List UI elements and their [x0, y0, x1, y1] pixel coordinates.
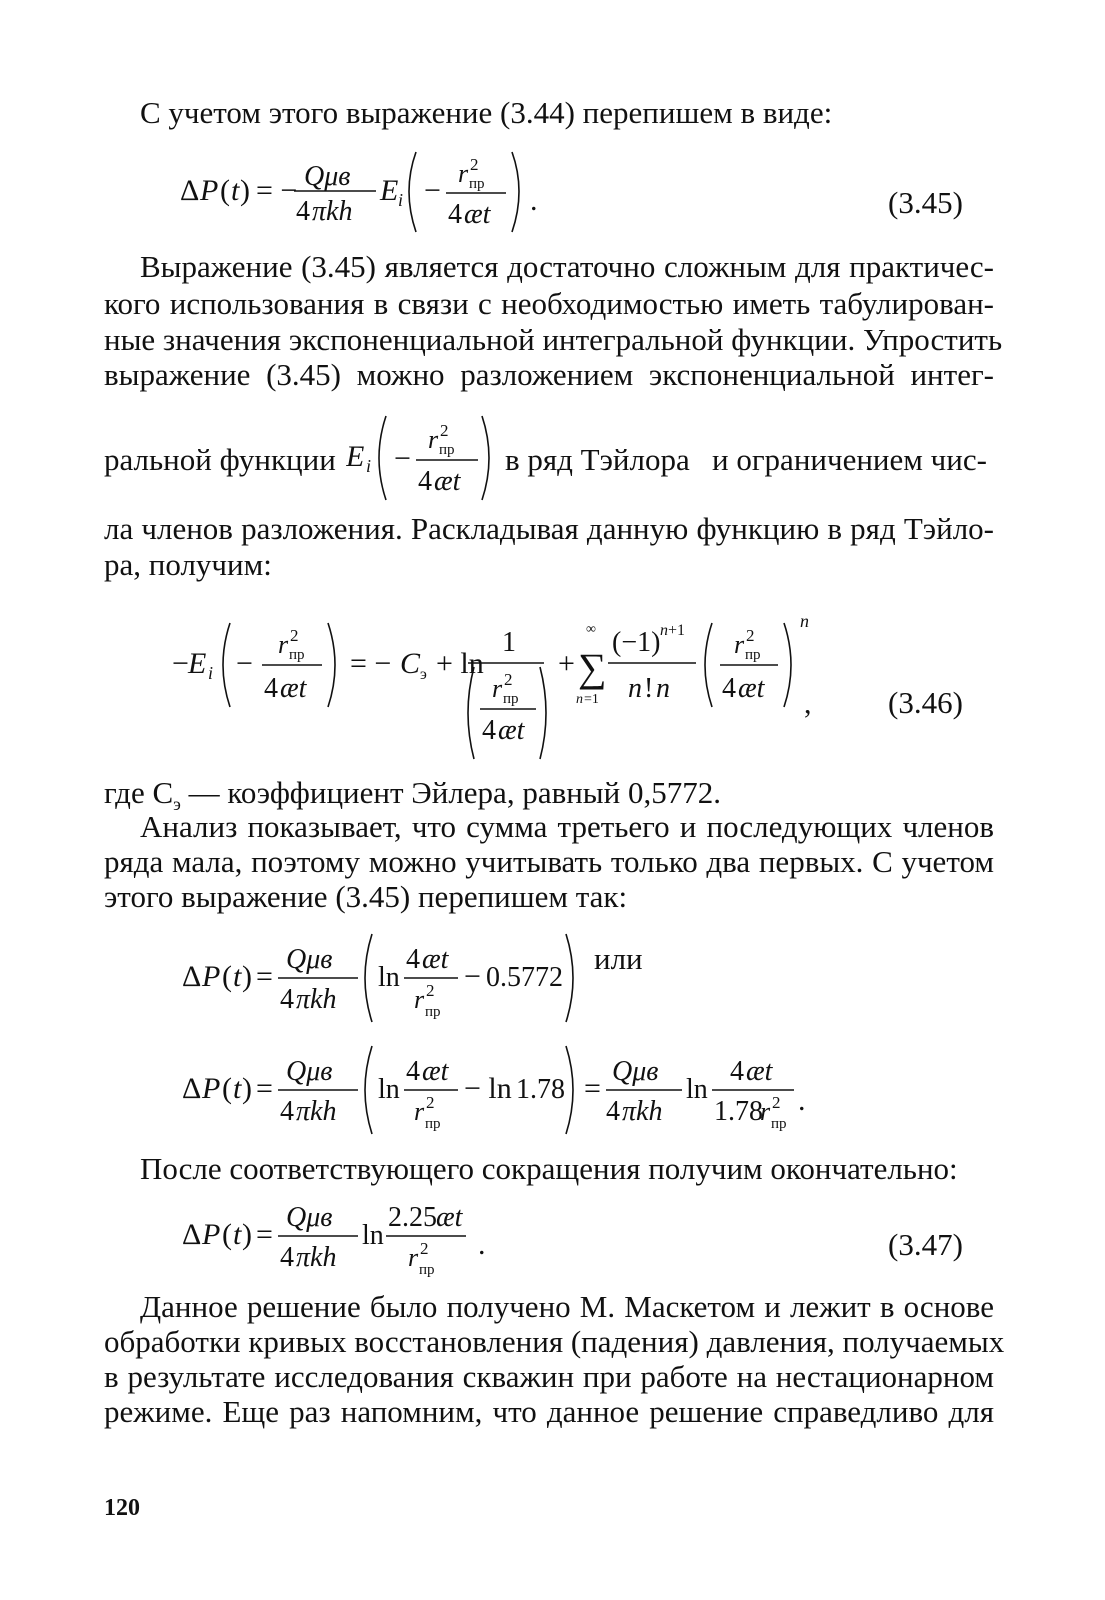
svg-text:æt: æt [436, 1202, 463, 1233]
svg-text:.: . [798, 1084, 806, 1117]
svg-text:Qμв: Qμв [612, 1056, 659, 1087]
svg-text:4: 4 [448, 199, 462, 230]
svg-text:− ln: − ln [464, 1072, 512, 1105]
svg-text:(: ( [220, 174, 230, 207]
svg-text:=1: =1 [584, 692, 599, 707]
svg-text:−: − [464, 960, 481, 993]
text-line: Выражение (3.45) является достаточно сложным для практичес- [140, 249, 994, 284]
svg-text:пр: пр [439, 442, 455, 458]
svg-text:r: r [408, 1243, 419, 1272]
svg-text:2: 2 [426, 981, 435, 1000]
svg-text:2: 2 [772, 1093, 781, 1112]
svg-text:P: P [202, 960, 221, 993]
svg-text:ln: ln [378, 1074, 400, 1105]
page-number: 120 [104, 1495, 140, 1521]
svg-text:E: E [188, 647, 207, 680]
svg-text:пр: пр [419, 1262, 435, 1278]
svg-text:.: . [530, 184, 538, 217]
svg-text:æt: æt [422, 944, 449, 975]
svg-text:пр: пр [503, 691, 519, 707]
svg-text:r: r [492, 674, 503, 703]
svg-text:πkh: πkh [622, 1096, 663, 1127]
svg-text:t: t [233, 1072, 242, 1105]
svg-text:i: i [208, 663, 214, 683]
svg-text:пр: пр [745, 647, 761, 663]
svg-text:пр: пр [469, 176, 485, 192]
constant: 0.5772 [486, 962, 563, 993]
text-line: ряда мала, поэтому можно учитывать только два первых. С учетом [104, 844, 994, 879]
svg-text:n: n [576, 692, 583, 707]
svg-text:r: r [458, 159, 469, 188]
svg-text:πkh: πkh [296, 984, 337, 1015]
svg-text:4: 4 [280, 984, 294, 1015]
svg-text:C: C [400, 647, 421, 680]
svg-text:n: n [800, 611, 809, 631]
svg-text:ln: ln [362, 1220, 384, 1251]
svg-text:i: i [366, 456, 372, 476]
svg-text:=: = [256, 1218, 273, 1251]
equation-3-45 [180, 140, 600, 240]
svg-text:4: 4 [280, 1242, 294, 1273]
svg-text:= −: = − [350, 647, 392, 680]
svg-text:πkh: πkh [296, 1096, 337, 1127]
svg-text:Qμв: Qμв [286, 1056, 333, 1087]
text-span: — коэффициент Эйлера, равный 0,5772. [180, 775, 721, 810]
equation-3-47 [182, 1192, 522, 1282]
equation-intermediate-2 [182, 1040, 822, 1140]
svg-text:t: t [233, 960, 242, 993]
svg-text:пр: пр [289, 647, 305, 663]
svg-text:.: . [478, 1228, 486, 1261]
constant: 2.25 [388, 1202, 437, 1233]
equation-number: (3.46) [888, 685, 963, 720]
svg-text:t: t [231, 174, 240, 207]
svg-text:Qμв: Qμв [286, 944, 333, 975]
svg-text:=: = [584, 1072, 601, 1105]
text-line: обработки кривых восстановления (падения) давления, получаемых [104, 1324, 1005, 1359]
svg-text:4: 4 [406, 944, 420, 975]
svg-text:,: , [804, 687, 812, 720]
svg-text:2: 2 [440, 421, 449, 440]
svg-text:1: 1 [502, 627, 516, 658]
svg-text:æt: æt [280, 673, 307, 704]
svg-text:r: r [428, 425, 439, 454]
svg-text:4: 4 [296, 196, 310, 227]
svg-text:i: i [398, 190, 404, 210]
text-line: Анализ показывает, что сумма третьего и последующих членов [140, 809, 994, 844]
svg-text:4: 4 [406, 1056, 420, 1087]
constant: 1.78 [714, 1096, 763, 1127]
svg-text:æt: æt [738, 673, 765, 704]
svg-text:(−1): (−1) [612, 627, 661, 658]
equation-3-46 [172, 605, 822, 780]
svg-text:n: n [660, 622, 668, 639]
svg-text:+: + [558, 647, 575, 680]
text-line: С учетом этого выражение (3.44) перепишем в виде: [140, 95, 833, 130]
text-line: или [594, 941, 643, 976]
svg-text:+ ln: + ln [436, 647, 484, 680]
svg-text:E: E [380, 174, 399, 207]
svg-text:4: 4 [418, 466, 432, 497]
svg-text:=: = [256, 1072, 273, 1105]
constant: 1.78 [516, 1074, 565, 1105]
svg-text:): ) [242, 1072, 252, 1105]
svg-text:æt: æt [464, 199, 491, 230]
svg-text:): ) [240, 174, 250, 207]
svg-text:r: r [734, 630, 745, 659]
svg-text:t: t [233, 1218, 242, 1251]
svg-text:4: 4 [730, 1056, 744, 1087]
svg-text:Δ: Δ [180, 174, 200, 207]
svg-text:э: э [420, 666, 427, 683]
text-line: и ограничением чис- [712, 442, 987, 477]
svg-text:ln: ln [378, 962, 400, 993]
text-line: режиме. Еще раз напомним, что данное решение справедливо для [104, 1394, 994, 1429]
svg-text:2: 2 [290, 626, 299, 645]
text-line: После соответствующего сокращения получим окончательно: [140, 1151, 958, 1186]
svg-text:r: r [414, 1097, 425, 1126]
svg-text:n: n [628, 673, 642, 704]
svg-text:(: ( [222, 1218, 232, 1251]
text-line: выражение (3.45) можно разложением экспоненциальной интег- [104, 357, 994, 392]
svg-text:−: − [424, 174, 441, 207]
svg-text:πkh: πkh [312, 196, 353, 227]
equation-number: (3.45) [888, 185, 963, 220]
svg-text:4: 4 [264, 673, 278, 704]
svg-text:4: 4 [722, 673, 736, 704]
svg-text:n: n [656, 673, 670, 704]
svg-text:=: = [256, 960, 273, 993]
svg-text:Δ: Δ [182, 1072, 202, 1105]
svg-text:r: r [278, 630, 289, 659]
text-line: кого использования в связи с необходимостью иметь табулирован- [104, 286, 994, 321]
svg-text:Δ: Δ [182, 1218, 202, 1251]
svg-text:4: 4 [482, 715, 496, 746]
svg-text:æt: æt [746, 1056, 773, 1087]
equation-number: (3.47) [888, 1227, 963, 1262]
svg-text:= −: = − [256, 174, 298, 207]
svg-text:æt: æt [422, 1056, 449, 1087]
svg-text:!: ! [644, 673, 654, 704]
svg-text:4: 4 [280, 1096, 294, 1127]
svg-text:Qμв: Qμв [286, 1202, 333, 1233]
svg-text:P: P [200, 174, 219, 207]
text-span: где С [104, 775, 174, 810]
svg-text:4: 4 [606, 1096, 620, 1127]
svg-text:): ) [242, 1218, 252, 1251]
svg-text:+1: +1 [668, 622, 686, 639]
svg-text:πkh: πkh [296, 1242, 337, 1273]
text-line: ла членов разложения. Раскладывая данную функцию в ряд Тэйло- [104, 511, 994, 546]
svg-text:r: r [414, 985, 425, 1014]
svg-text:ln: ln [686, 1074, 708, 1105]
svg-text:P: P [202, 1072, 221, 1105]
svg-text:E: E [346, 440, 365, 473]
text-line: этого выражение (3.45) перепишем так: [104, 879, 628, 914]
svg-text:пр: пр [425, 1116, 441, 1132]
svg-text:P: P [202, 1218, 221, 1251]
svg-text:2: 2 [746, 626, 755, 645]
svg-text:2: 2 [426, 1093, 435, 1112]
text-line: в ряд Тэйлора [505, 442, 690, 477]
svg-text:2: 2 [420, 1239, 429, 1258]
svg-text:−: − [394, 442, 411, 475]
text-line: в результате исследования скважин при работе на нестационарном [104, 1359, 994, 1394]
subscript: э [173, 794, 181, 815]
svg-text:): ) [242, 960, 252, 993]
svg-text:пр: пр [425, 1004, 441, 1020]
svg-text:æt: æt [434, 466, 461, 497]
inline-function-ei [346, 408, 496, 508]
svg-text:2: 2 [470, 155, 479, 174]
svg-text:∞: ∞ [586, 622, 596, 637]
svg-text:r: r [760, 1097, 771, 1126]
svg-text:Qμв: Qμв [304, 161, 351, 192]
svg-text:пр: пр [771, 1116, 787, 1132]
svg-text:(: ( [222, 960, 232, 993]
svg-text:∑: ∑ [578, 645, 607, 690]
text-line: ра, получим: [104, 547, 272, 582]
equation-intermediate-1 [182, 928, 592, 1028]
svg-text:−: − [172, 647, 189, 680]
svg-text:Δ: Δ [182, 960, 202, 993]
svg-text:−: − [236, 647, 253, 680]
svg-text:æt: æt [498, 715, 525, 746]
text-line: ные значения экспоненциальной интегральной функции. Упростить [104, 322, 1003, 357]
text-line: ральной функции [104, 442, 336, 477]
svg-text:2: 2 [504, 670, 513, 689]
svg-text:(: ( [222, 1072, 232, 1105]
text-line: Данное решение было получено М. Маскетом и лежит в основе [140, 1289, 994, 1324]
